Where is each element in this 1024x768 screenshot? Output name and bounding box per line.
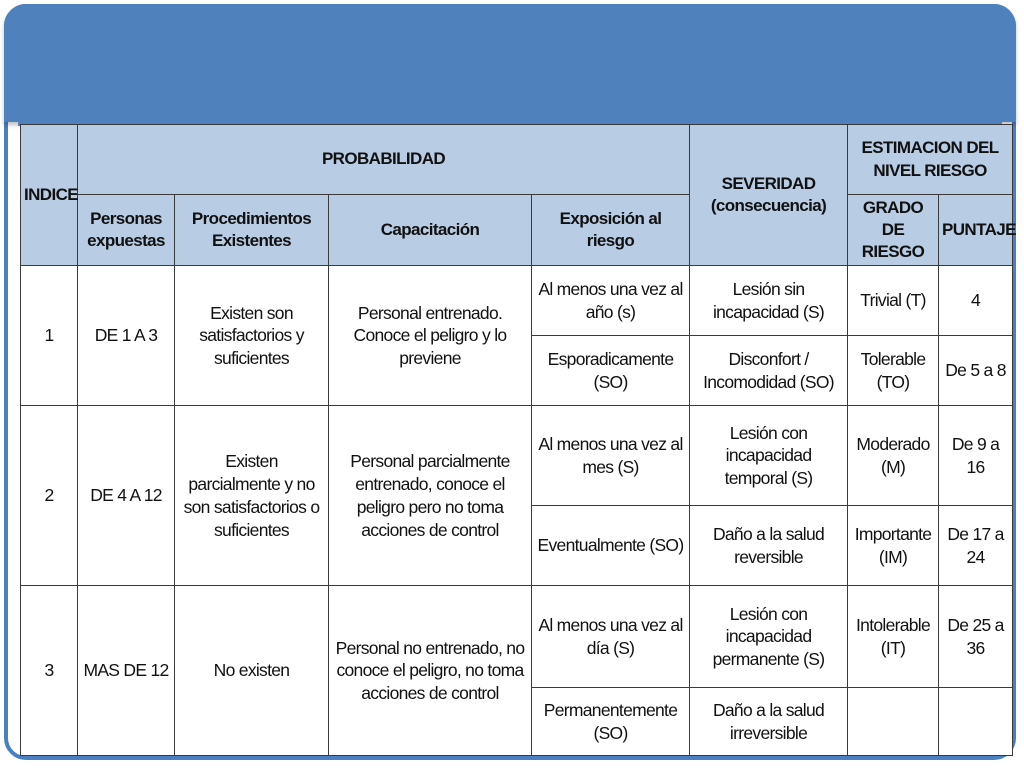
- cell-grado: Trivial (T): [848, 266, 939, 336]
- header-personas: Personas expuestas: [78, 195, 175, 266]
- cell-capacitacion: Personal parcialmente entrenado, conoce el peligro pero no toma acciones de control: [329, 406, 532, 586]
- cell-indice: 3: [21, 586, 78, 756]
- cell-procedimientos: Existen parcialmente y no son satisfactorios o suficientes: [175, 406, 329, 586]
- cell-exposicion: Al menos una vez al año (s): [532, 266, 690, 336]
- table-row: [21, 266, 1013, 336]
- cell-indice: 1: [21, 266, 78, 406]
- header-exposicion: Exposición al riesgo: [532, 195, 690, 266]
- cell-puntaje: 4: [939, 266, 1013, 336]
- cell-personas: MAS DE 12: [78, 586, 175, 756]
- cell-severidad: Daño a la salud irreversible: [690, 688, 848, 756]
- cell-severidad: Lesión sin incapacidad (S): [690, 266, 848, 336]
- cell-severidad: Lesión con incapacidad permanente (S): [690, 586, 848, 688]
- cell-capacitacion: Personal entrenado. Conoce el peligro y lo previene: [329, 266, 532, 406]
- cell-grado: [848, 688, 939, 756]
- cell-grado: Tolerable (TO): [848, 336, 939, 406]
- cell-severidad: Lesión con incapacidad temporal (S): [690, 406, 848, 506]
- header-severidad: SEVERIDAD (consecuencia): [690, 125, 848, 266]
- cell-indice: 2: [21, 406, 78, 586]
- cell-procedimientos: No existen: [175, 586, 329, 756]
- cell-puntaje: De 17 a 24: [939, 506, 1013, 586]
- table-row: [21, 586, 1013, 688]
- cell-grado: Intolerable (IT): [848, 586, 939, 688]
- header-capacitacion: Capacitación: [329, 195, 532, 266]
- cell-exposicion: Al menos una vez al mes (S): [532, 406, 690, 506]
- cell-puntaje: De 25 a 36: [939, 586, 1013, 688]
- cell-exposicion: Esporadicamente (SO): [532, 336, 690, 406]
- header-grado: GRADO DE RIESGO: [848, 195, 939, 266]
- header-probabilidad: PROBABILIDAD: [78, 125, 690, 195]
- cell-exposicion: Permanentemente (SO): [532, 688, 690, 756]
- cell-procedimientos: Existen son satisfactorios y suficientes: [175, 266, 329, 406]
- header-procedimientos: Procedimientos Existentes: [175, 195, 329, 266]
- cell-personas: DE 1 A 3: [78, 266, 175, 406]
- cell-personas: DE 4 A 12: [78, 406, 175, 586]
- cell-puntaje: [939, 688, 1013, 756]
- header-indice: INDICE: [21, 125, 78, 266]
- cell-grado: Moderado (M): [848, 406, 939, 506]
- cell-grado: Importante (IM): [848, 506, 939, 586]
- cell-exposicion: Eventualmente (SO): [532, 506, 690, 586]
- risk-matrix-table: [20, 124, 1016, 756]
- table-row: [21, 406, 1013, 506]
- header-estimacion: ESTIMACION DEL NIVEL RIESGO: [848, 125, 1013, 195]
- cell-exposicion: Al menos una vez al día (S): [532, 586, 690, 688]
- cell-puntaje: De 9 a 16: [939, 406, 1013, 506]
- cell-capacitacion: Personal no entrenado, no conoce el peligro, no toma acciones de control: [329, 586, 532, 756]
- cell-severidad: Disconfort / Incomodidad (SO): [690, 336, 848, 406]
- title-band: [4, 4, 1016, 122]
- cell-puntaje: De 5 a 8: [939, 336, 1013, 406]
- cell-severidad: Daño a la salud reversible: [690, 506, 848, 586]
- header-puntaje: PUNTAJE: [939, 195, 1013, 266]
